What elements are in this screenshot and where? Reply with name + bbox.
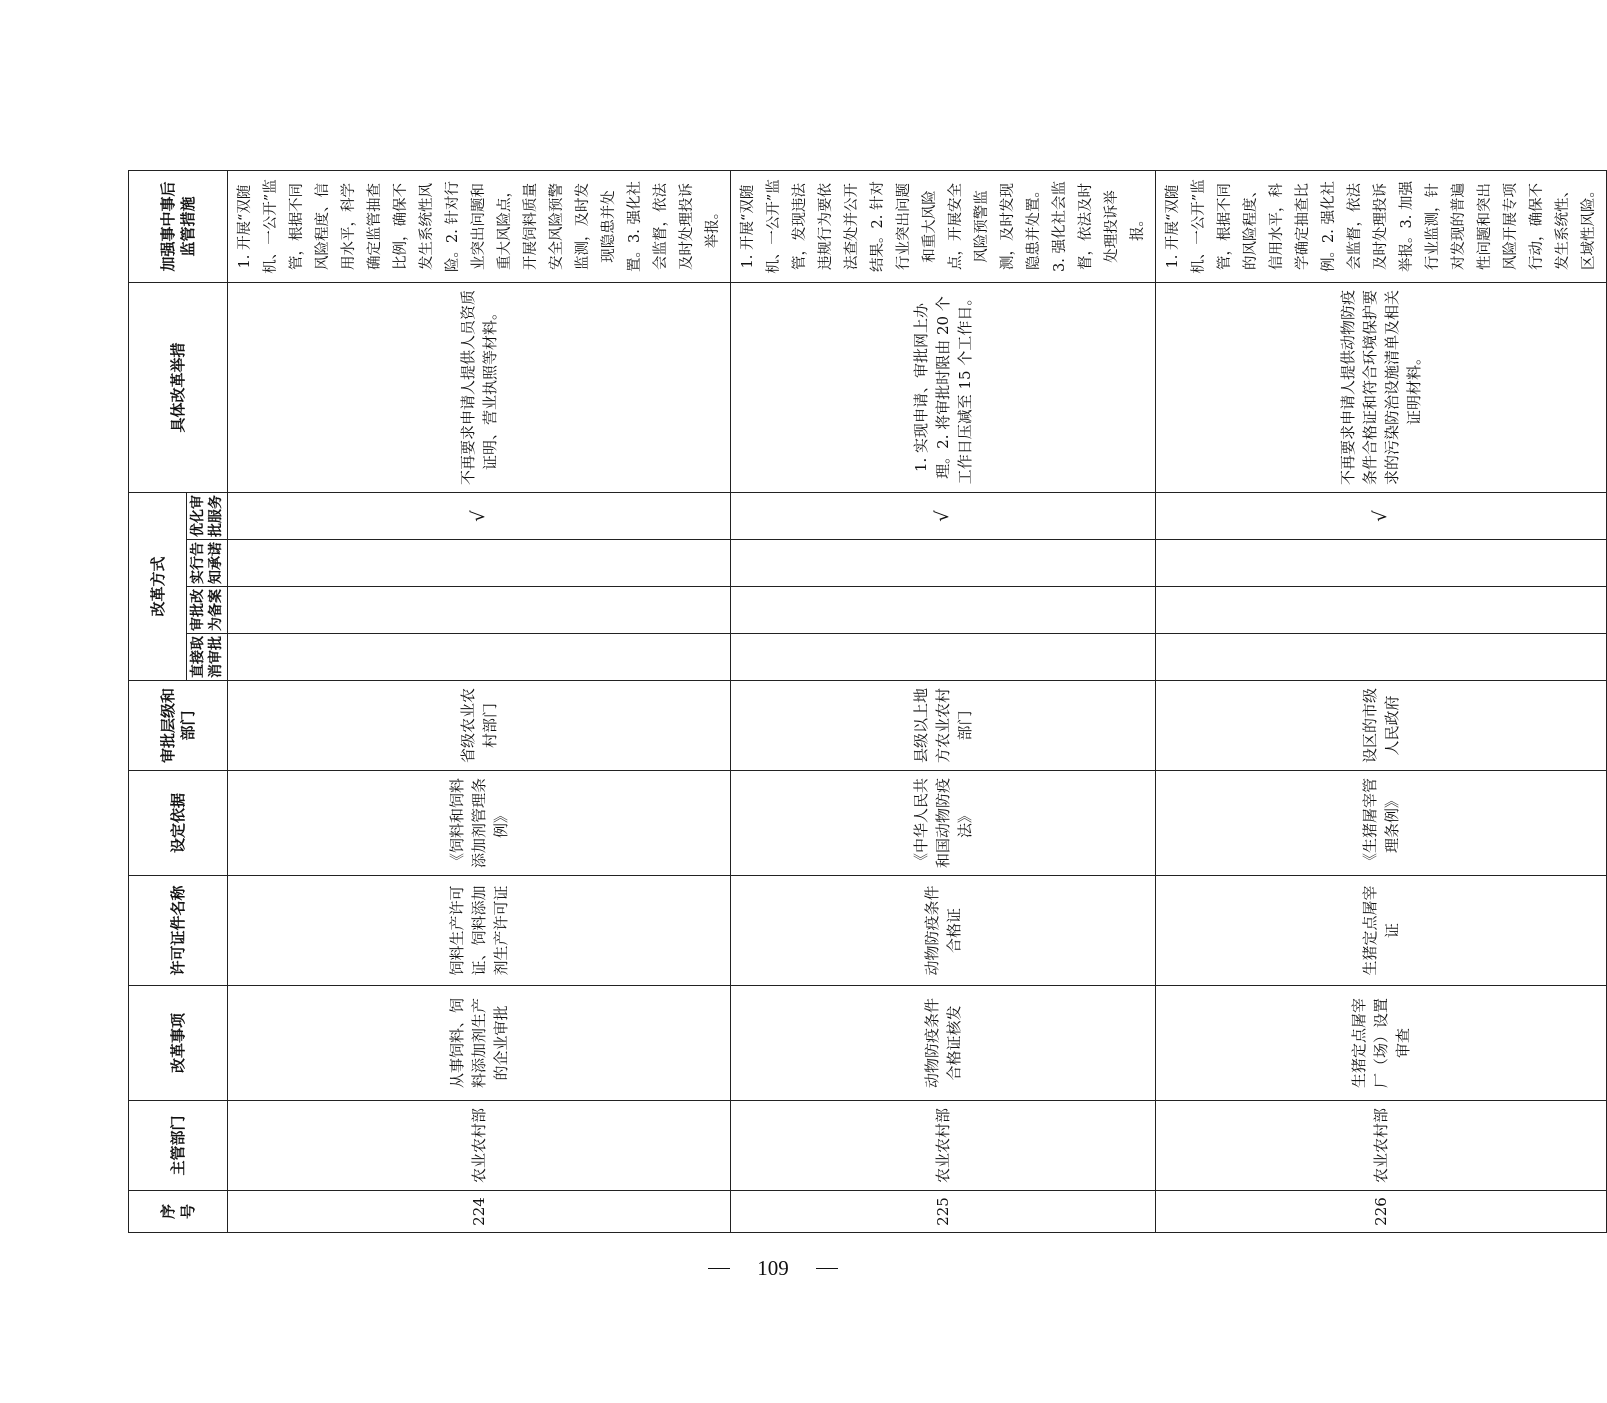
row-m4: √ — [731, 492, 1156, 539]
header-m1: 直接取消审批 — [187, 634, 228, 681]
row-m4: √ — [228, 492, 731, 539]
row-measures: 1. 开展“双随机、一公开”监管，根据不同风险程度、信用水平，科学确定监管抽查比例，确保不发生系统性风险。2. 针对行业突出问题和重大风险点，开展饲料质量安全风险预警监测，及时发现隐患并处置。3. 强化社会监督，依法及时处理投诉举报。 — [228, 170, 731, 282]
row-permit: 生猪定点屠宰证 — [1156, 876, 1607, 986]
row-m1 — [731, 634, 1156, 681]
row-basis: 《中华人民共和国动物防疫法》 — [731, 771, 1156, 876]
header-basis: 设定依据 — [129, 771, 228, 876]
row-seq: 226 — [1156, 1191, 1607, 1233]
rotated-table-wrapper — [128, 171, 1597, 1233]
row-dept: 农业农村部 — [228, 1101, 731, 1191]
row-seq: 224 — [228, 1191, 731, 1233]
row-specific: 1. 实现申请、审批网上办理。2. 将审批时限由 20 个工作日压减至 15 个工作日。 — [731, 282, 1156, 492]
row-m2 — [731, 587, 1156, 634]
row-m3 — [731, 540, 1156, 587]
row-m2 — [228, 587, 731, 634]
row-item: 从事饲料、饲料添加剂生产的企业审批 — [228, 986, 731, 1101]
header-m4: 优化审批服务 — [187, 492, 228, 539]
header-row-1 — [129, 170, 187, 1232]
table-row — [1156, 170, 1607, 1232]
row-item: 生猪定点屠宰厂（场）设置审查 — [1156, 986, 1607, 1101]
header-seq: 序号 — [129, 1191, 228, 1233]
row-seq: 225 — [731, 1191, 1156, 1233]
header-method: 改革方式 — [129, 492, 187, 680]
row-m1 — [1156, 634, 1607, 681]
header-level: 审批层级和部门 — [129, 681, 228, 771]
row-m2 — [1156, 587, 1607, 634]
row-specific: 不再要求申请人提供动物防疫条件合格证和符合环境保护要求的污染防治设施清单及相关证明材料。 — [1156, 282, 1607, 492]
row-dept: 农业农村部 — [1156, 1101, 1607, 1191]
row-specific: 不再要求申请人提供人员资质证明、营业执照等材料。 — [228, 282, 731, 492]
row-level: 省级农业农村部门 — [228, 681, 731, 771]
header-m3: 实行告知承诺 — [187, 540, 228, 587]
page-number — [708, 1254, 838, 1282]
header-permit: 许可证件名称 — [129, 876, 228, 986]
row-basis: 《饲料和饲料添加剂管理条例》 — [228, 771, 731, 876]
table-row — [228, 170, 731, 1232]
table-row — [731, 170, 1156, 1232]
header-measures: 加强事中事后监管措施 — [129, 170, 228, 282]
row-measures: 1. 开展“双随机、一公开”监管，根据不同的风险程度、信用水平，科学确定抽查比例。2. 强化社会监督，依法及时处理投诉举报。3. 加强行业监测，针对发现的普遍性问题和突出风险开展专项行动，确保不发生系统性、区域性风险。 — [1156, 170, 1607, 282]
row-measures: 1. 开展“双随机、一公开”监管，发现违法违规行为要依法查处并公开结果。2. 针对行业突出问题和重大风险点，开展安全风险预警监测，及时发现隐患并处置。3. 强化社会监督，依法及时处理投诉举报。 — [731, 170, 1156, 282]
row-m4: √ — [1156, 492, 1607, 539]
dash-right — [816, 1268, 838, 1269]
row-dept: 农业农村部 — [731, 1101, 1156, 1191]
row-m3 — [1156, 540, 1607, 587]
header-specific: 具体改革举措 — [129, 282, 228, 492]
header-item: 改革事项 — [129, 986, 228, 1101]
header-m2: 审批改为备案 — [187, 587, 228, 634]
dash-left — [708, 1268, 730, 1269]
row-level: 县级以上地方农业农村部门 — [731, 681, 1156, 771]
row-item: 动物防疫条件合格证核发 — [731, 986, 1156, 1101]
row-m3 — [228, 540, 731, 587]
page-number-text: 109 — [757, 1255, 789, 1280]
header-dept: 主管部门 — [129, 1101, 228, 1191]
row-m1 — [228, 634, 731, 681]
reform-table — [128, 170, 1607, 1233]
row-permit: 饲料生产许可证、饲料添加剂生产许可证 — [228, 876, 731, 986]
row-permit: 动物防疫条件合格证 — [731, 876, 1156, 986]
row-basis: 《生猪屠宰管理条例》 — [1156, 771, 1607, 876]
row-level: 设区的市级人民政府 — [1156, 681, 1607, 771]
